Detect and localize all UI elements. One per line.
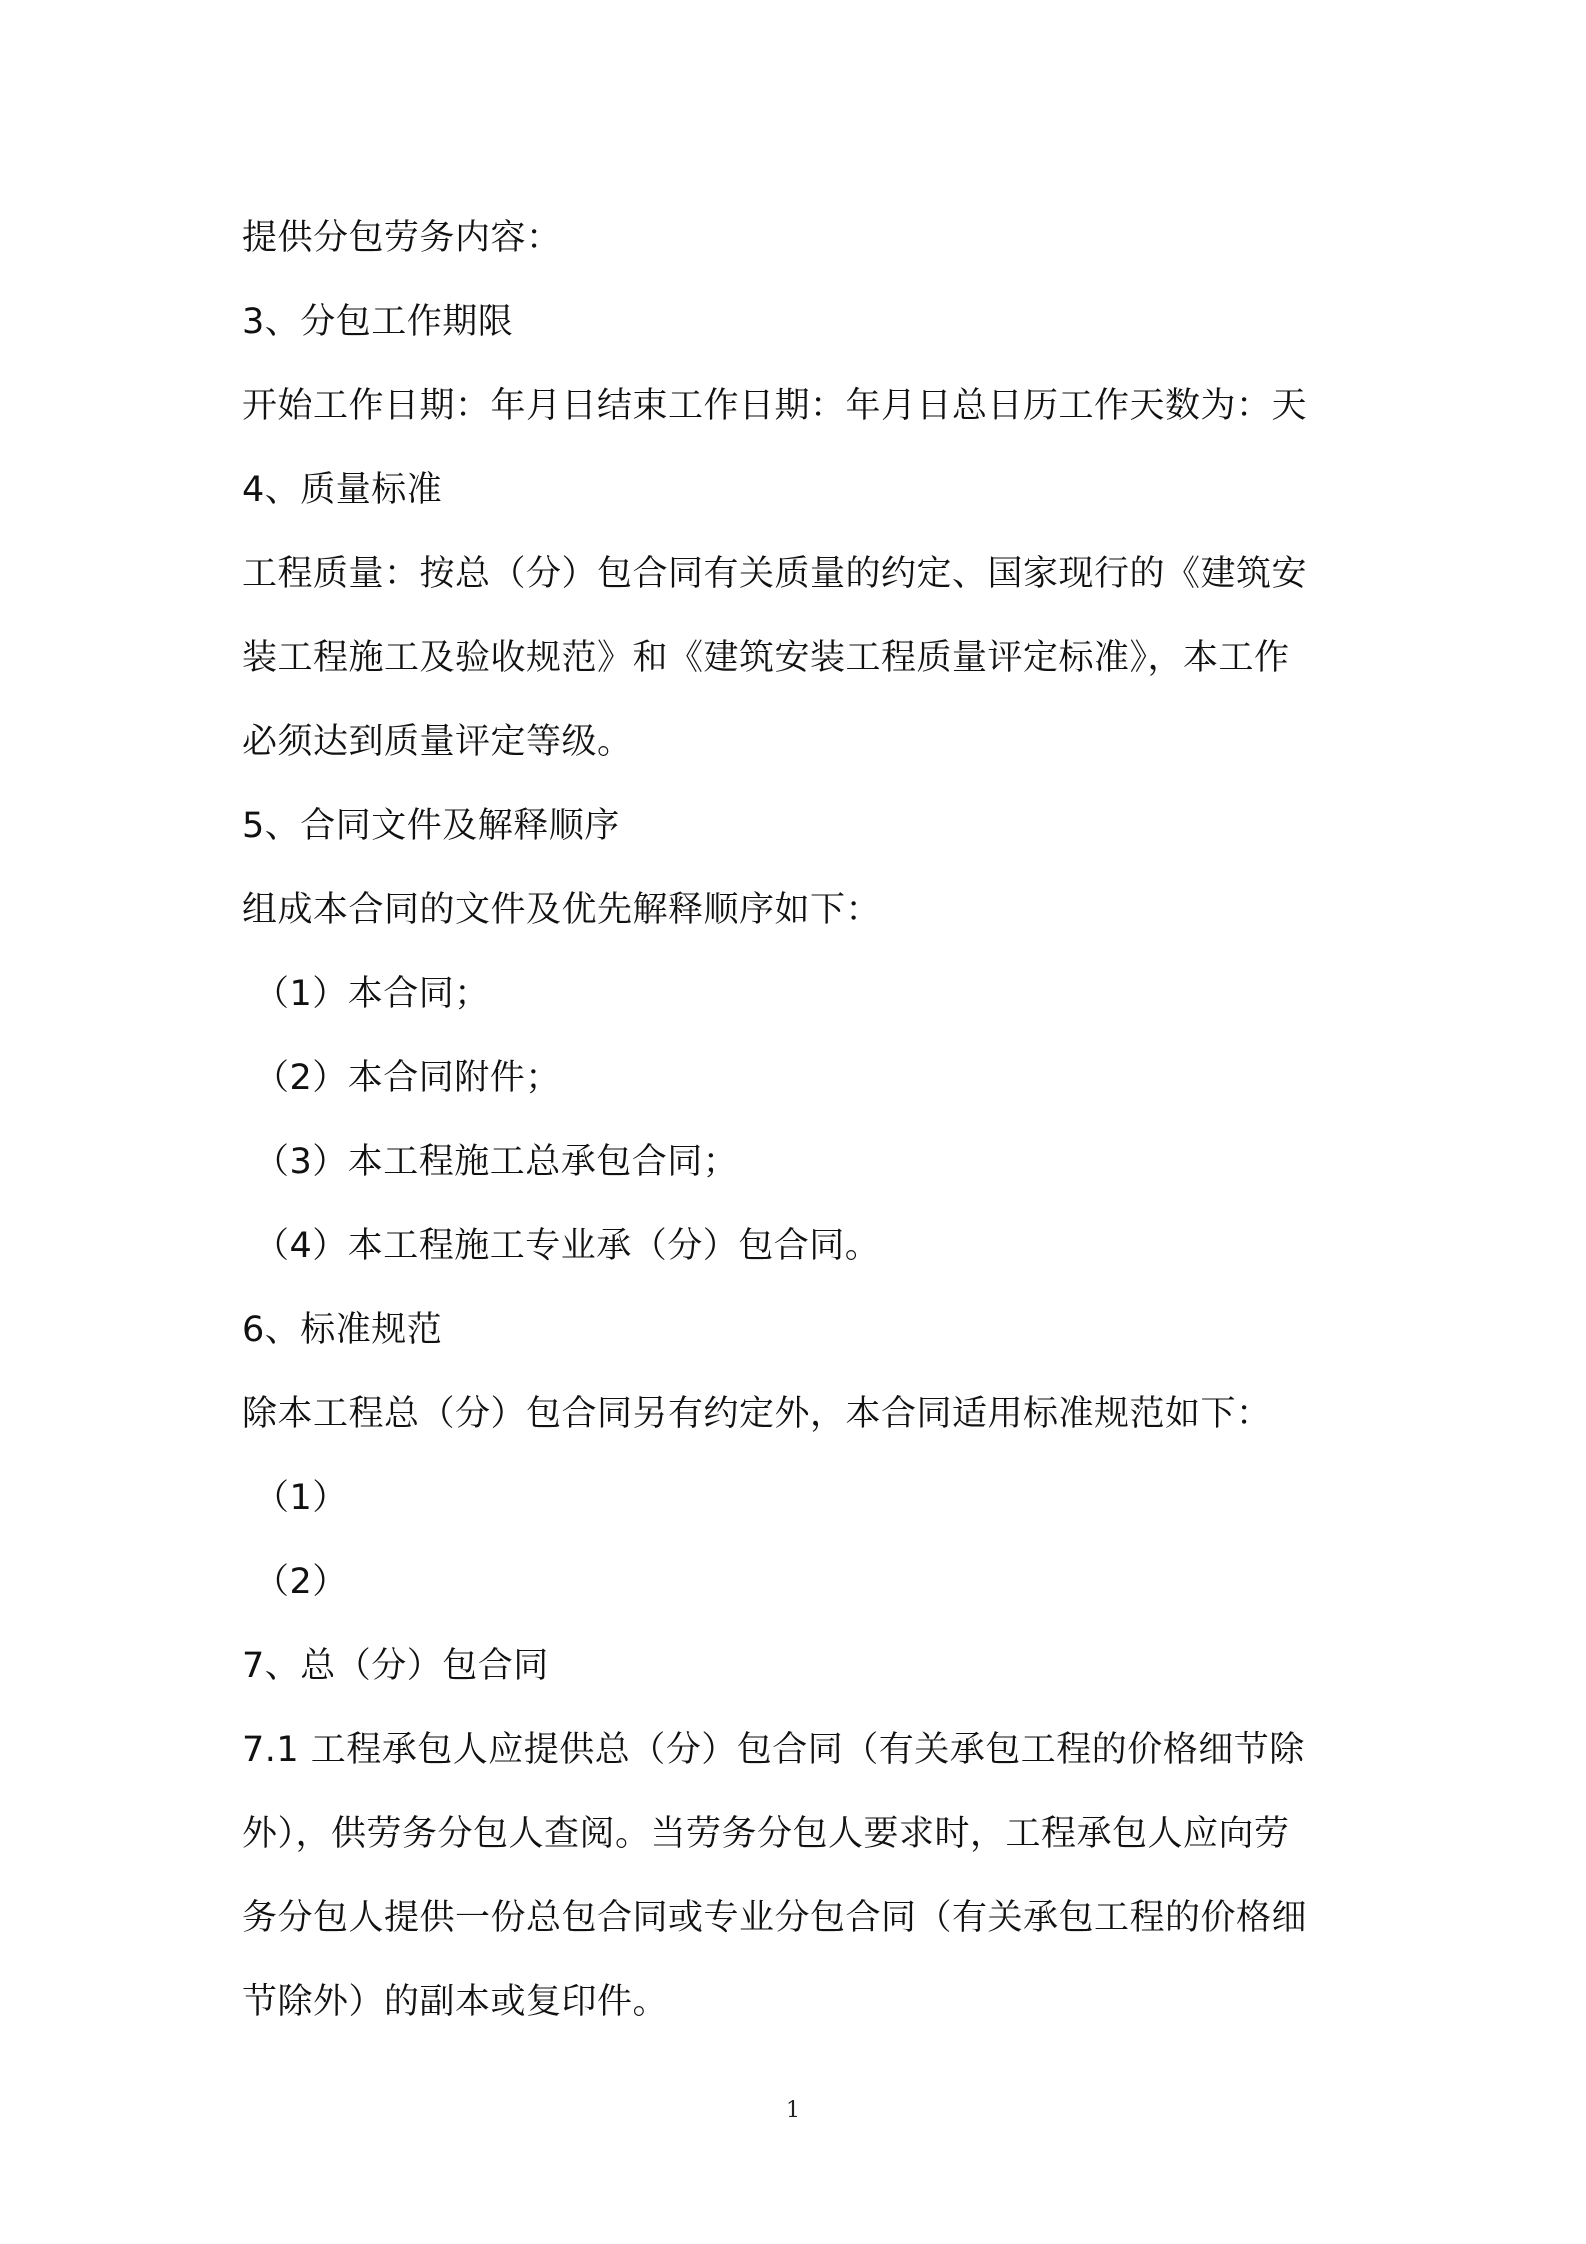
heading-main-contract: 7、总（分）包合同 — [242, 1646, 549, 1686]
paragraph-documents-intro: 组成本合同的文件及优先解释顺序如下： — [242, 890, 882, 930]
paragraph-work-dates: 开始工作日期：年月日结束工作日期：年月日总日历工作天数为：天 — [242, 386, 1308, 426]
heading-standards: 6、标准规范 — [242, 1310, 443, 1350]
paragraph-quality-line-2: 装工程施工及验收规范》和《建筑安装工程质量评定标准》，本工作 — [242, 638, 1290, 678]
list-item-standard-1: （1） — [254, 1478, 348, 1518]
list-item-standard-2: （2） — [254, 1562, 348, 1602]
list-item-document-4: （4）本工程施工专业承（分）包合同。 — [254, 1226, 881, 1266]
paragraph-standards-intro: 除本工程总（分）包合同另有约定外，本合同适用标准规范如下： — [242, 1394, 1272, 1434]
page-number: 1 — [786, 2098, 800, 2123]
paragraph-main-contract-line-4: 节除外）的副本或复印件。 — [242, 1982, 669, 2022]
list-item-document-2: （2）本合同附件； — [254, 1058, 561, 1098]
list-item-document-1: （1）本合同； — [254, 974, 490, 1014]
paragraph-quality-line-3: 必须达到质量评定等级。 — [242, 722, 633, 762]
paragraph-subcontract-content: 提供分包劳务内容： — [242, 218, 562, 258]
heading-quality-standard: 4、质量标准 — [242, 470, 443, 510]
heading-work-period: 3、分包工作期限 — [242, 302, 514, 342]
paragraph-main-contract-line-1: 7.1 工程承包人应提供总（分）包合同（有关承包工程的价格细节除 — [242, 1730, 1305, 1770]
paragraph-quality-line-1: 工程质量：按总（分）包合同有关质量的约定、国家现行的《建筑安 — [242, 554, 1308, 594]
list-item-document-3: （3）本工程施工总承包合同； — [254, 1142, 739, 1182]
paragraph-main-contract-line-2: 外），供劳务分包人查阅。当劳务分包人要求时，工程承包人应向劳 — [242, 1814, 1290, 1854]
document-body — [242, 196, 1354, 2044]
heading-contract-documents: 5、合同文件及解释顺序 — [242, 806, 620, 846]
paragraph-main-contract-line-3: 务分包人提供一份总包合同或专业分包合同（有关承包工程的价格细 — [242, 1898, 1308, 1938]
